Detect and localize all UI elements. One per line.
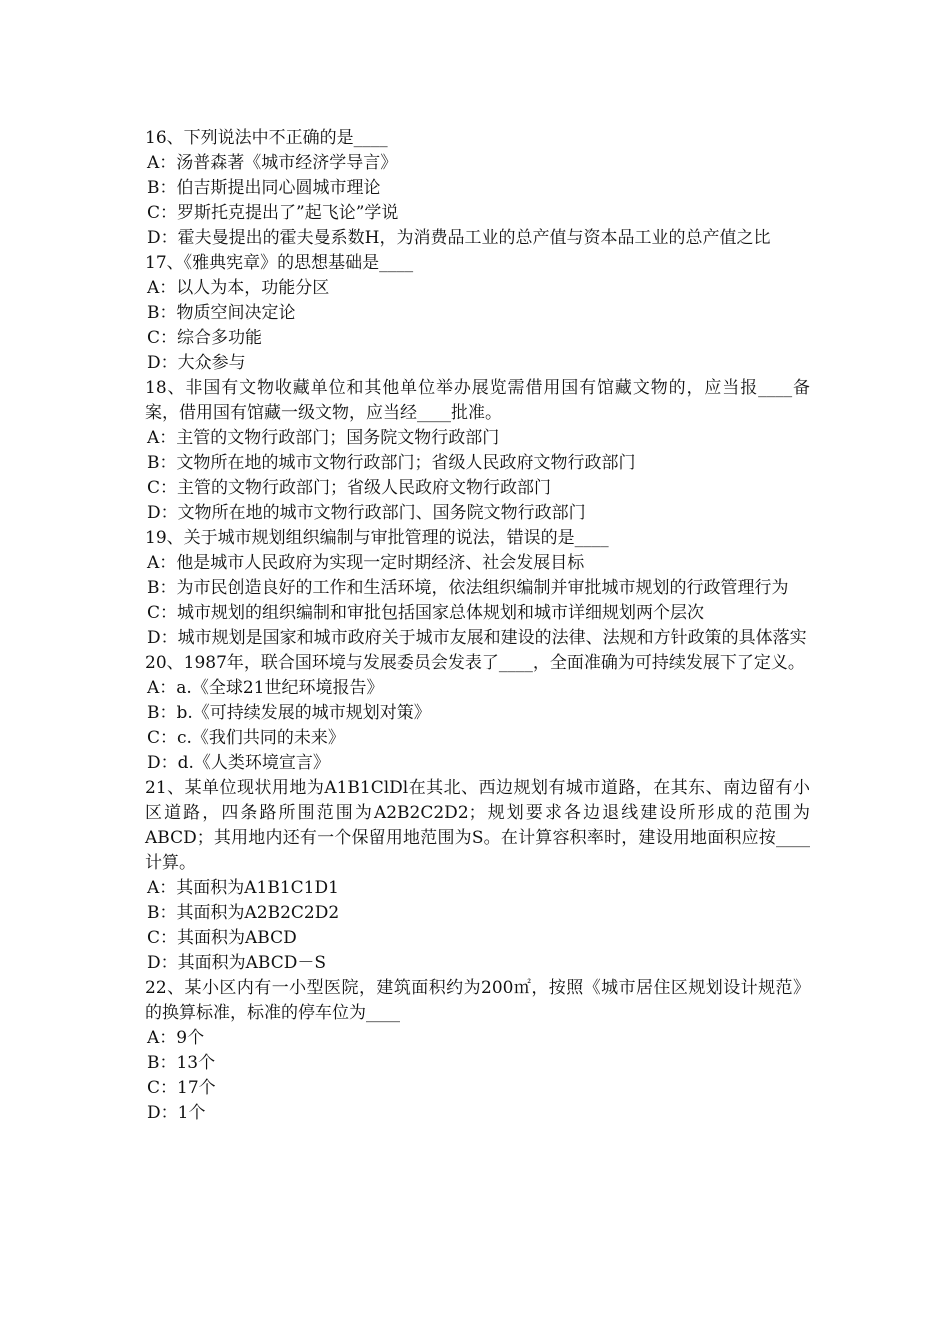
question-16 bbox=[145, 126, 810, 251]
option-a: A：a.《全球21世纪环境报告》 bbox=[147, 678, 384, 698]
option-b: B：b.《可持续发展的城市规划对策》 bbox=[147, 703, 431, 723]
question-22 bbox=[145, 976, 810, 1126]
option-b: B：文物所在地的城市文物行政部门；省级人民政府文物行政部门 bbox=[147, 453, 636, 473]
question-text: 22、某小区内有一小型医院，建筑面积约为200㎡，按照《城市居住区规划设计规范》的换算标准，标准的停车位为____ bbox=[145, 978, 810, 1023]
question-21 bbox=[145, 776, 810, 976]
option-c: C：罗斯托克提出了”起飞论”学说 bbox=[147, 203, 399, 223]
document-page bbox=[145, 126, 810, 1126]
option-c: C：c.《我们共同的未来》 bbox=[147, 728, 345, 748]
option-d: D：1个 bbox=[147, 1103, 206, 1123]
option-b: B：伯吉斯提出同心圆城市理论 bbox=[147, 178, 381, 198]
question-text: 21、某单位现状用地为A1B1ClDl在其北、西边规划有城市道路，在其东、南边留有小区道路，四条路所围范围为A2B2C2D2；规划要求各边退线建设所形成的范围为ABCD；其用地内还有一个保留用地范围为S。在计算容积率时，建设用地面积应按____计算。 bbox=[145, 778, 810, 873]
question-19 bbox=[145, 526, 810, 651]
option-c: C：城市规划的组织编制和审批包括国家总体规划和城市详细规划两个层次 bbox=[147, 603, 705, 623]
option-d: D：城市规划是国家和城市政府关于城市友展和建设的法律、法规和方针政策的具体落实 bbox=[147, 628, 807, 648]
option-c: C：其面积为ABCD bbox=[147, 928, 297, 948]
question-text: 16、下列说法中不正确的是____ bbox=[145, 128, 388, 148]
question-text: 18、非国有文物收藏单位和其他单位举办展览需借用国有馆藏文物的，应当报____备案，借用国有馆藏一级文物，应当经____批准。 bbox=[145, 378, 810, 423]
option-c: C：主管的文物行政部门；省级人民政府文物行政部门 bbox=[147, 478, 552, 498]
option-d: D：大众参与 bbox=[147, 353, 246, 373]
option-a: A：其面积为A1B1C1D1 bbox=[147, 878, 339, 898]
option-d: D：d.《人类环境宣言》 bbox=[147, 753, 330, 773]
option-a: A：9个 bbox=[147, 1028, 205, 1048]
question-20 bbox=[145, 651, 810, 776]
option-d: D：霍夫曼提出的霍夫曼系数H，为消费品工业的总产值与资本品工业的总产值之比 bbox=[147, 228, 771, 248]
option-a: A：以人为本，功能分区 bbox=[147, 278, 330, 298]
option-b: B：物质空间决定论 bbox=[147, 303, 296, 323]
option-b: B：为市民创造良好的工作和生活环境，依法组织编制并审批城市规划的行政管理行为 bbox=[147, 578, 789, 598]
question-text: 19、关于城市规划组织编制与审批管理的说法，错误的是____ bbox=[145, 528, 609, 548]
option-d: D：文物所在地的城市文物行政部门、国务院文物行政部门 bbox=[147, 503, 586, 523]
option-b: B：其面积为A2B2C2D2 bbox=[147, 903, 340, 923]
question-17 bbox=[145, 251, 810, 376]
question-text: 20、1987年，联合国环境与发展委员会发表了____，全面准确为可持续发展下了定义。 bbox=[145, 653, 805, 673]
question-18 bbox=[145, 376, 810, 526]
option-c: C：17个 bbox=[147, 1078, 216, 1098]
option-a: A：主管的文物行政部门；国务院文物行政部门 bbox=[147, 428, 500, 448]
option-a: A：他是城市人民政府为实现一定时期经济、社会发展目标 bbox=[147, 553, 585, 573]
option-c: C：综合多功能 bbox=[147, 328, 263, 348]
option-b: B：13个 bbox=[147, 1053, 216, 1073]
option-a: A：汤普森著《城市经济学导言》 bbox=[147, 153, 398, 173]
option-d: D：其面积为ABCD－S bbox=[147, 953, 326, 973]
question-text: 17、《雅典宪章》的思想基础是____ bbox=[145, 253, 414, 273]
